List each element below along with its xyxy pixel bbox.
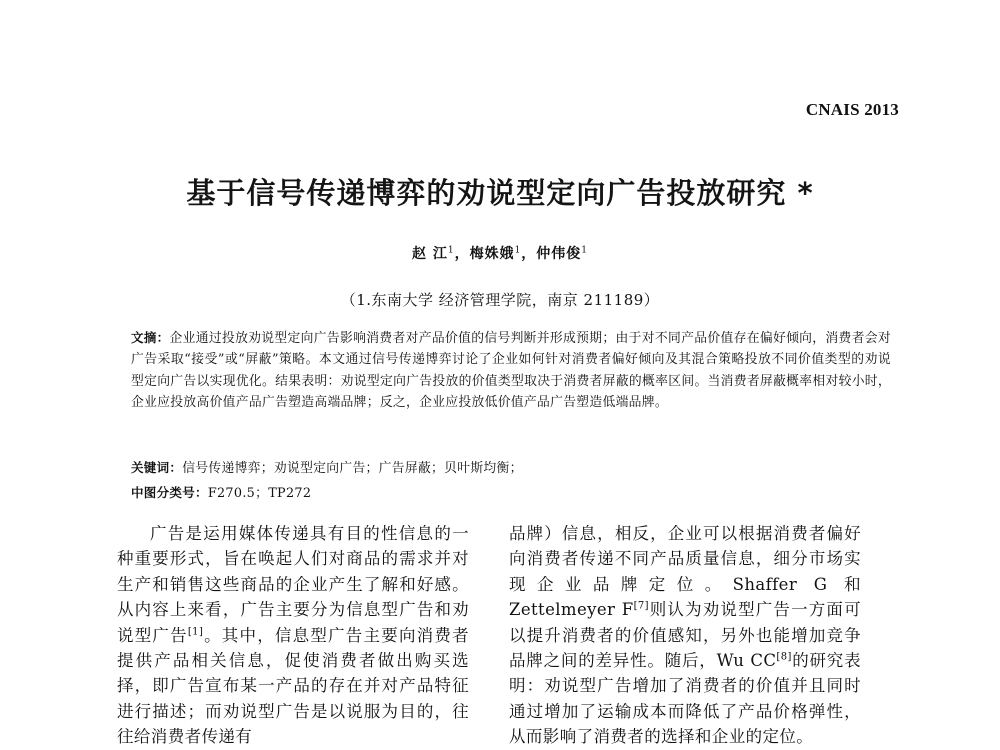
body-text: 的研究表明：劝说型广告增加了消费者的价值并且同时通过增加了运输成本而降低了产品价格弹性，从而影响了消费者的选择和企业的定位。 [509, 651, 861, 747]
body-text: 品牌）信息，相反，企业可以根据消费者偏好向消费者传递不同产品质量信息，细分市场实现企业品牌定位。Shaffer G 和 Zettelmeyer F [509, 524, 861, 620]
body-text: 。其中，信息型广告主要向消费者提供产品相关信息，促使消费者做出购买选择，即广告宣布某一产品的存在并对产品特征进行描述；而劝说型广告是以说服为目的，往往给消费者传递有 [117, 625, 469, 747]
author-name: 仲伟俊 [536, 246, 582, 262]
author-affil-mark: 1 [447, 245, 455, 256]
keywords [131, 457, 891, 476]
abstract-label: 文摘： [131, 330, 170, 345]
paper-title: 基于信号传递博弈的劝说型定向广告投放研究 * [186, 176, 814, 210]
body-column-right [509, 521, 861, 750]
citation-ref: [8] [776, 651, 792, 663]
classification-number [131, 482, 891, 501]
author-name: 梅姝娥 [469, 246, 515, 262]
affiliation: （1.东南大学 经济管理学院，南京 211189） [340, 291, 660, 309]
body-column-left [117, 521, 469, 750]
author-list [0, 243, 1000, 263]
clc-label: 中图分类号： [131, 485, 208, 500]
author-separator: ， [521, 246, 537, 262]
author-affil-mark: 1 [581, 245, 589, 256]
body-text: 广告是运用媒体传递具有目的性信息的一种重要形式，旨在唤起人们对商品的需求并对生产和销售这些商品的企业产生了解和好感。从内容上来看，广告主要分为信息型广告和劝说型广告 [117, 524, 469, 645]
conference-label: CNAIS 2013 [805, 100, 899, 119]
author-affil-mark: 1 [514, 245, 522, 256]
abstract [131, 327, 891, 413]
citation-ref: [1] [187, 626, 204, 638]
keywords-text: 信号传递博弈；劝说型定向广告；广告屏蔽；贝叶斯均衡； [182, 461, 523, 476]
body-text: 则认为劝说型广告一方面可以提升消费者的价值感知，另外也能增加竞争品牌之间的差异性。随后，Wu CC [509, 600, 861, 671]
citation-ref: [7] [633, 600, 649, 612]
author-separator: ， [454, 246, 470, 262]
author-name: 赵 江 [411, 246, 448, 262]
abstract-text: 企业通过投放劝说型定向广告影响消费者对产品价值的信号判断并形成预期；由于对不同产品价值存在偏好倾向，消费者会对广告采取“接受”或“屏蔽”策略。本文通过信号传递博弈讨论了企业如何针对消费者偏好倾向及其混合策略投放不同价值类型的劝说型定向广告以实现优化。结果表明：劝说型定向广告投放的价值类型取决于消费者屏蔽的概率区间。当消费者屏蔽概率相对较小时，企业应投放高价值产品广告塑造高端品牌；反之，企业应投放低价值产品广告塑造低端品牌。 [131, 331, 891, 410]
keywords-label: 关键词： [131, 460, 183, 475]
clc-text: F270.5；TP272 [207, 486, 312, 501]
